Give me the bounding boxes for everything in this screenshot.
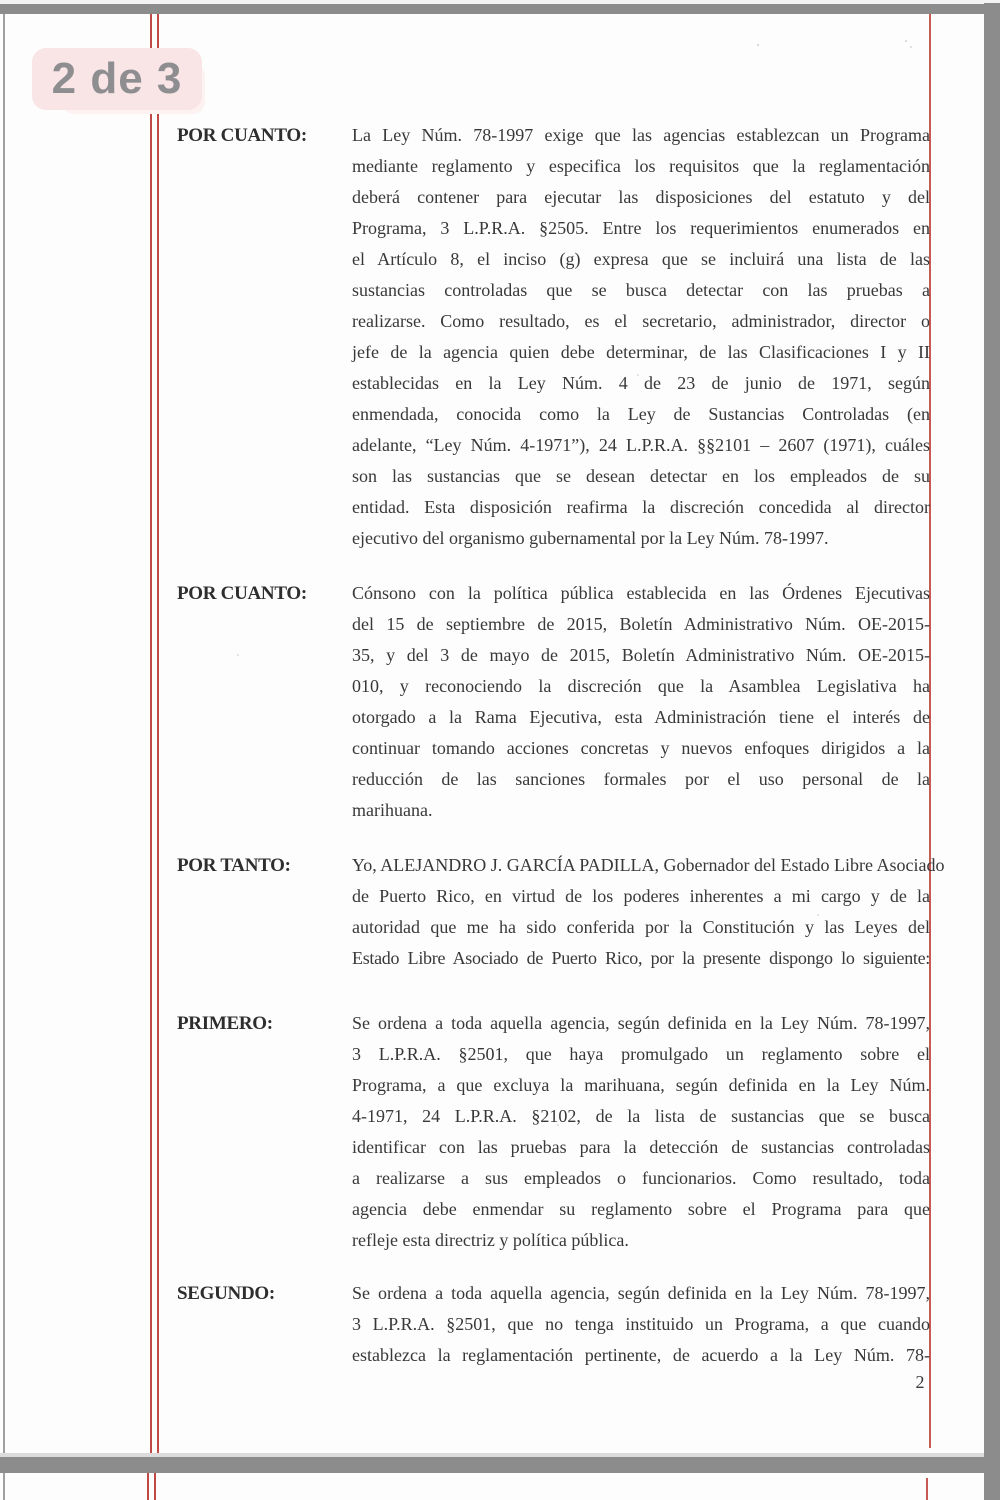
- page-number: 2: [915, 1372, 925, 1392]
- clause-line: enmendada, conocida como la Ley de Sustancias Controladas (en: [352, 404, 930, 424]
- clause-line: sustancias controladas que se busca detectar con las pruebas a: [352, 280, 930, 300]
- clause-line: 3 L.P.R.A. §2501, que haya promulgado un reglamento sobre el: [352, 1044, 930, 1064]
- clause-line: otorgado a la Rama Ejecutiva, esta Administración tiene el interés de: [352, 707, 930, 727]
- next-page-margin-line-left-inner: [154, 1473, 156, 1500]
- margin-line-left-inner: [157, 14, 159, 1453]
- clause-label: SEGUNDO:: [177, 1283, 275, 1304]
- clause-lines: [352, 120, 930, 554]
- clause-line: mediante reglamento y especifica los requisitos que la reglamentación: [352, 156, 930, 176]
- clause-line: 4-1971, 24 L.P.R.A. §2102, de la lista de sustancias que se busca: [352, 1106, 930, 1126]
- clause-line: el Artículo 8, el inciso (g) expresa que se incluirá una lista de las: [352, 249, 930, 269]
- clause-line: deberá contener para ejecutar las disposiciones del estatuto y del: [352, 187, 930, 207]
- clause-line: del 15 de septiembre de 2015, Boletín Administrativo Núm. OE-2015-: [352, 614, 930, 634]
- clause-line: son las sustancias que se desean detectar en los empleados de su: [352, 466, 930, 486]
- clause-lines: [352, 1008, 930, 1256]
- clause-line: realizarse. Como resultado, es el secretario, administrador, director o: [352, 311, 930, 331]
- clause-line: ejecutivo del organismo gubernamental por la Ley Núm. 78-1997.: [352, 528, 829, 548]
- clause-lines: [352, 578, 930, 826]
- margin-line-left-outer: [150, 14, 152, 1453]
- clause-line: reducción de las sanciones formales por el uso personal de la: [352, 769, 930, 789]
- clause-line: Cónsono con la política pública establecida en las Órdenes Ejecutivas: [352, 583, 930, 603]
- clause-label: PRIMERO:: [177, 1013, 273, 1034]
- clause-line: identificar con las pruebas para la detección de sustancias controladas: [352, 1137, 930, 1157]
- clause-line: Yo, ALEJANDRO J. GARCÍA PADILLA, Gobernador del Estado Libre Asociado: [352, 855, 945, 875]
- clause-line: continuar tomando acciones concretas y nuevos enfoques dirigidos a la: [352, 738, 930, 758]
- next-page-margin-line-right: [926, 1478, 928, 1500]
- clause-label: POR CUANTO:: [177, 583, 307, 604]
- clause-line: autoridad que me ha sido conferida por la Constitución y las Leyes del: [352, 917, 930, 937]
- clause-line: Se ordena a toda aquella agencia, según definida en la Ley Núm. 78-1997,: [352, 1013, 930, 1033]
- clause-lines: [352, 1278, 930, 1371]
- scan-noise-specks: [757, 44, 759, 46]
- next-page-margin-line-left-outer: [147, 1473, 149, 1500]
- clause-line: marihuana.: [352, 800, 433, 820]
- clause-line: jefe de la agencia quien debe determinar, de las Clasificaciones I y II: [352, 342, 930, 362]
- clause-line: 010, y reconociendo la discreción que la Asamblea Legislativa ha: [352, 676, 930, 696]
- clause-line: Programa, a que excluya la marihuana, según definida en la Ley Núm.: [352, 1075, 930, 1095]
- clause-line: agencia debe enmendar su reglamento sobre el Programa para que: [352, 1199, 930, 1219]
- clause-line: La Ley Núm. 78-1997 exige que las agencias establezcan un Programa: [352, 125, 930, 145]
- clause-line: refleje esta directriz y política pública.: [352, 1230, 629, 1250]
- clause-line: 3 L.P.R.A. §2501, que no tenga instituido un Programa, a que cuando: [352, 1314, 930, 1334]
- clause-line: de Puerto Rico, en virtud de los poderes inherentes a mi cargo y de la: [352, 886, 930, 906]
- page-indicator-label: 2 de 3: [51, 54, 183, 103]
- clause-line: establezca la reglamentación pertinente, de acuerdo a la Ley Núm. 78-: [352, 1345, 930, 1365]
- clause-lines: [352, 850, 945, 974]
- clause-line: entidad. Esta disposición reafirma la discreción concedida al director: [352, 497, 930, 517]
- clause-line: adelante, “Ley Núm. 4-1971”), 24 L.P.R.A. §§2101 – 2607 (1971), cuáles: [352, 435, 930, 455]
- page-indicator-badge: [32, 48, 202, 110]
- scan-border-right: [984, 3, 1000, 1500]
- clause-label: POR TANTO:: [177, 855, 291, 876]
- scan-border-top: [0, 4, 1000, 14]
- clause-line: Programa, 3 L.P.R.A. §2505. Entre los requerimientos enumerados en: [352, 218, 930, 238]
- clause-line: 35, y del 3 de mayo de 2015, Boletín Administrativo Núm. OE-2015-: [352, 645, 930, 665]
- clause-line: establecidas en la Ley Núm. 4 de 23 de junio de 1971, según: [352, 373, 930, 393]
- clause-label: POR CUANTO:: [177, 125, 307, 146]
- clause-line: Estado Libre Asociado de Puerto Rico, por la presente dispongo lo siguiente:: [352, 948, 930, 968]
- clause-line: Se ordena a toda aquella agencia, según definida en la Ley Núm. 78-1997,: [352, 1283, 930, 1303]
- scan-border-left: [3, 14, 5, 1500]
- scan-border-bottom: [0, 1457, 1000, 1473]
- clause-line: a realizarse a sus empleados o funcionarios. Como resultado, toda: [352, 1168, 930, 1188]
